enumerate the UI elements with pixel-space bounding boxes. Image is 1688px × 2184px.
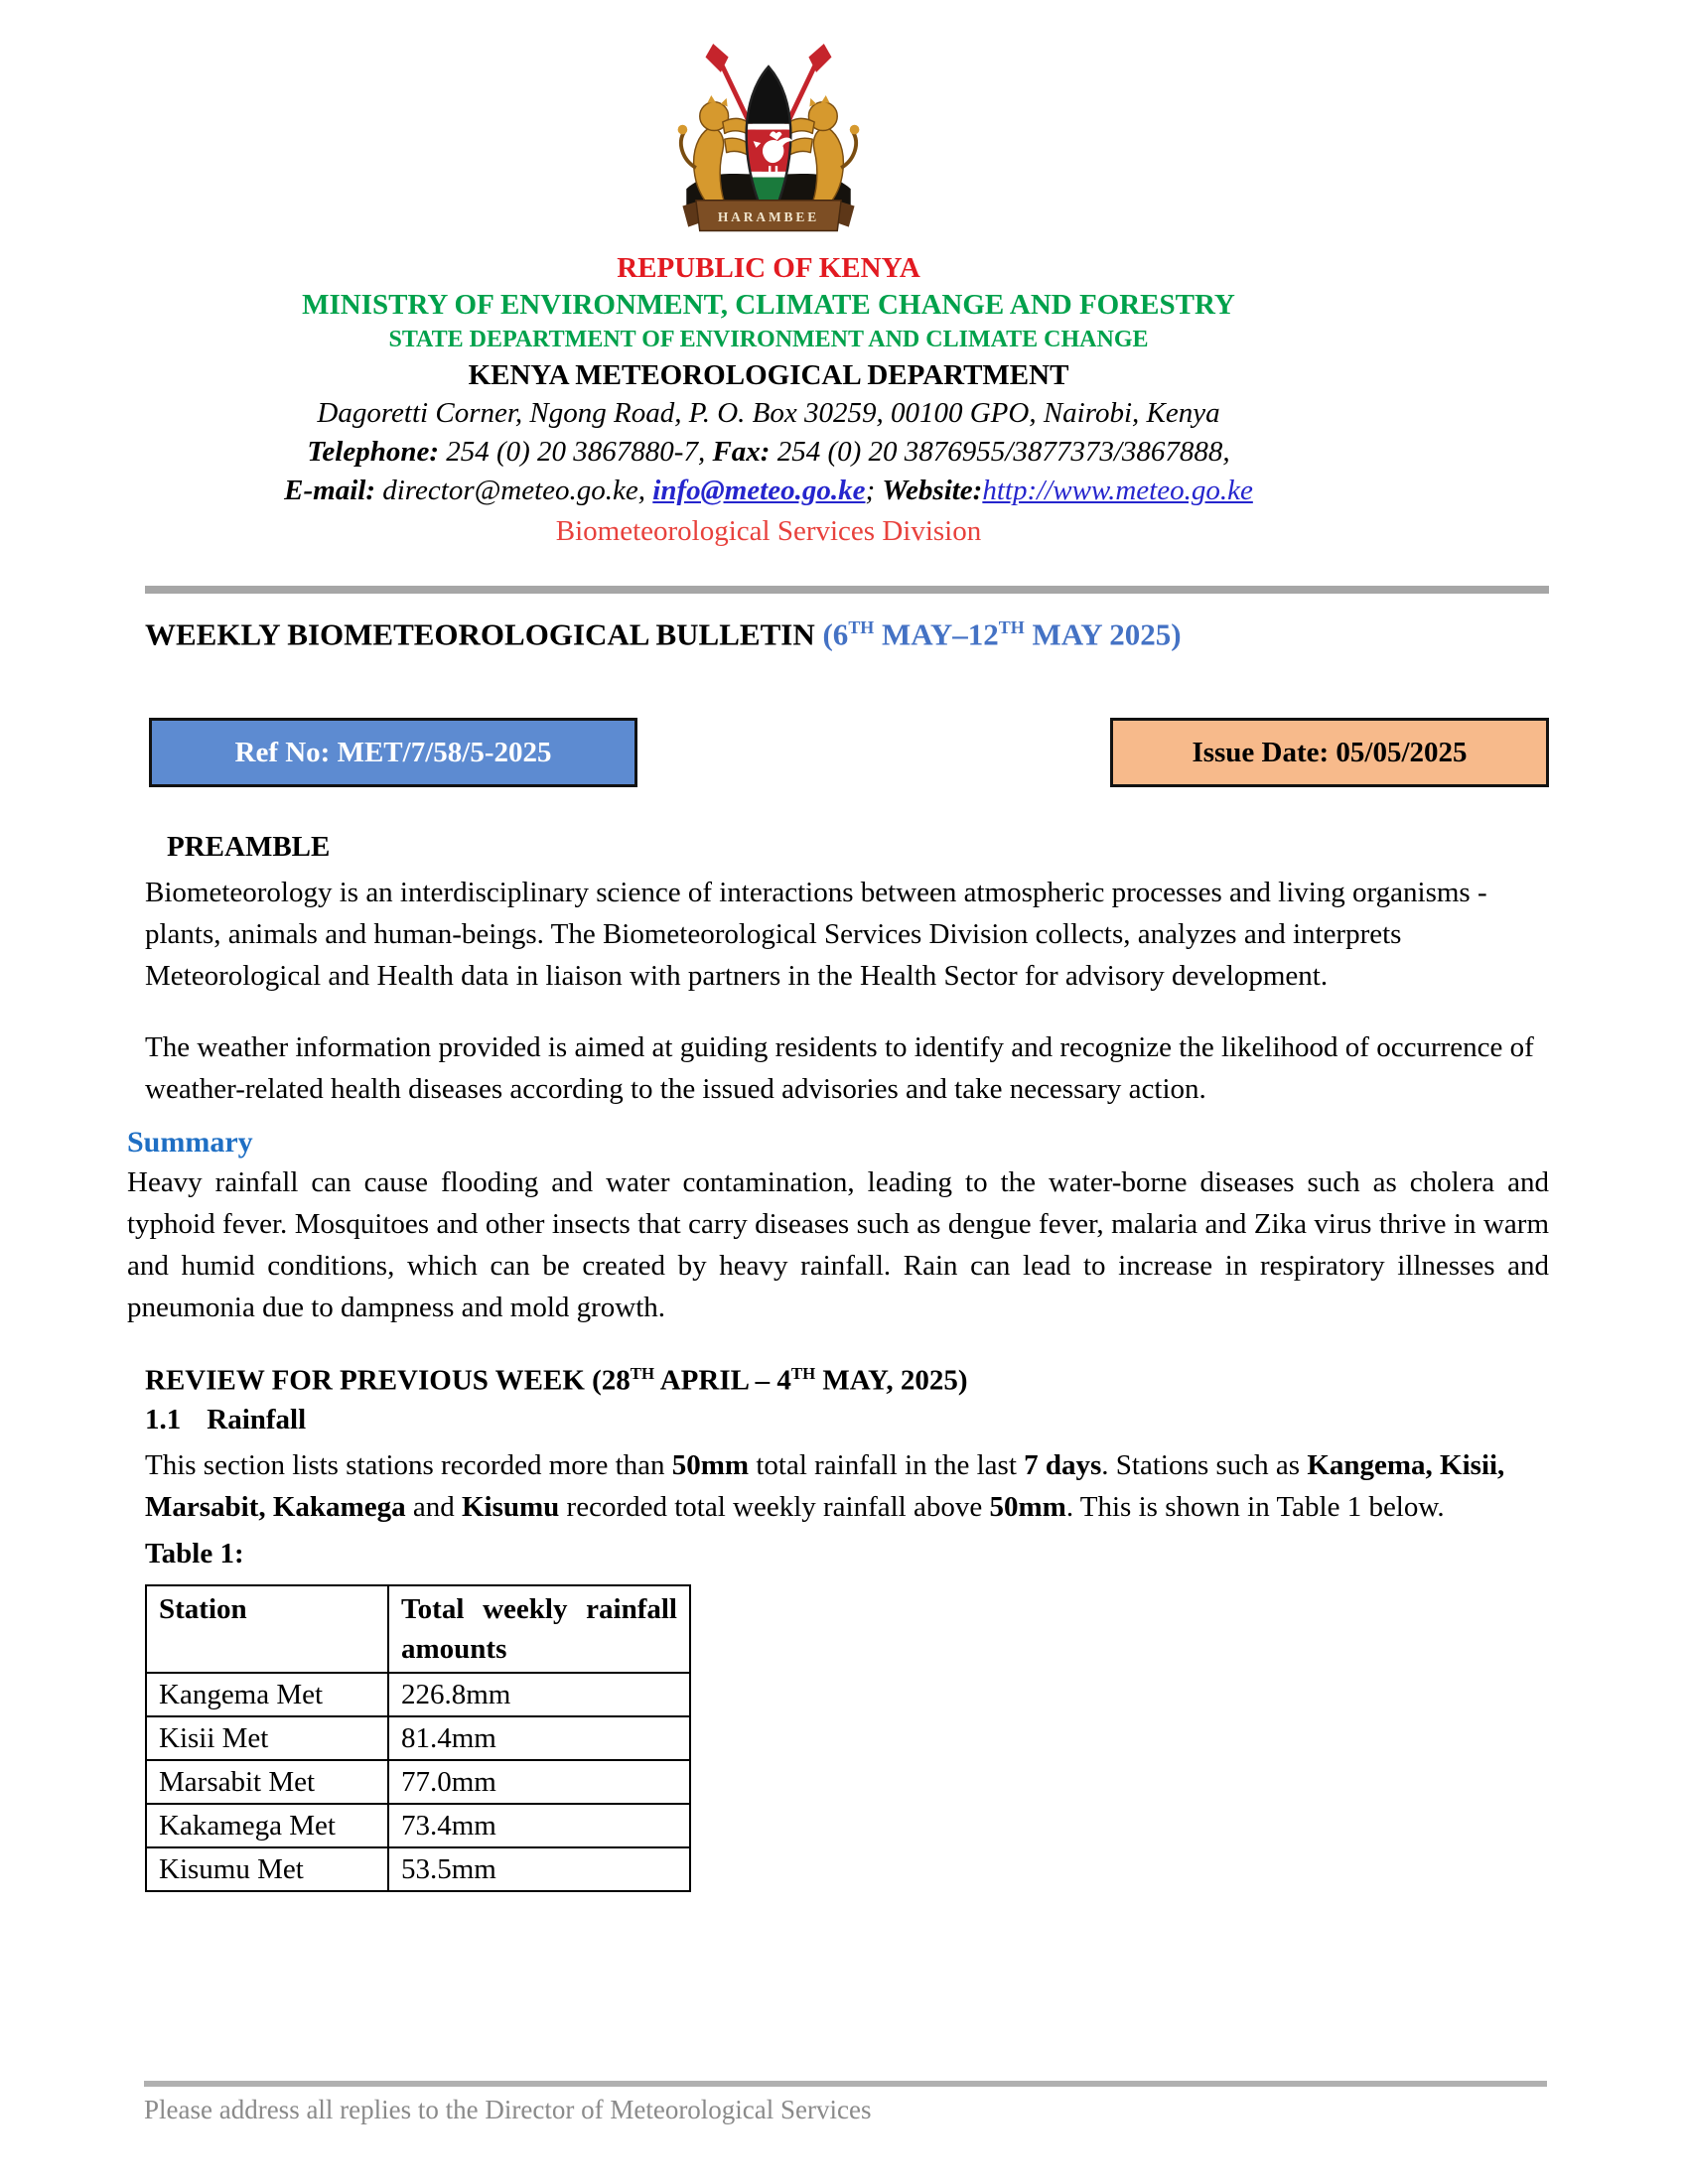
amount-cell: 53.5mm [388,1847,690,1891]
text-run-bold: 7 days [1024,1448,1102,1481]
separator: ; [865,475,883,506]
review-title-3: MAY, 2025) [815,1364,968,1397]
review-title-2: APRIL – 4 [654,1364,791,1397]
info-email-link[interactable]: info@meteo.go.ke [652,475,866,506]
table-row [146,1716,690,1760]
table-header-row [146,1585,690,1673]
text-run: and [405,1490,462,1523]
review-ordinal-1: TH [630,1364,655,1384]
summary-paragraph: Heavy rainfall can cause flooding and water contamination, leading to the water-borne diseases such as cholera and typhoid fever. Mosquitoes and other insects that carry diseases such as dengue fever, malaria and Zika virus thrive in warm and humid conditions, which can be created by heavy rainfall. Rain can lead to increase in respiratory illnesses and pneumonia due to dampness and mold growth. [127,1166,1549,1324]
amount-cell: 77.0mm [388,1760,690,1804]
fax-value: 254 (0) 20 3876955/3877373/3867888, [770,436,1230,468]
telephone-label: Telephone: [307,436,439,468]
text-run: total rainfall in the last [749,1448,1025,1481]
email-line [127,472,1410,510]
text-run: . Stations such as [1101,1448,1308,1481]
table-header-amount: Total weekly rainfall amounts [388,1585,690,1673]
title-date-open: (6 [822,616,849,652]
text-run: This section lists stations recorded more than [145,1448,672,1481]
telephone-value: 254 (0) 20 3867880-7, [438,436,713,468]
table-row [146,1804,690,1847]
kenya-coat-of-arms [653,44,884,244]
station-cell: Marsabit Met [146,1760,388,1804]
page-footer [144,2081,1547,2125]
table-row [146,1847,690,1891]
website-link[interactable]: http://www.meteo.go.ke [982,475,1253,506]
footer-divider [144,2081,1547,2087]
table-label: Table 1: [145,1537,244,1570]
table-row [146,1760,690,1804]
text-run-bold: 50mm [989,1490,1066,1523]
summary-heading: Summary [127,1126,253,1160]
preamble-paragraph-1: Biometeorology is an interdisciplinary science of interactions between atmospheric processes and living organisms - plants, animals and human-beings. The Biometeorological Services Division collects, analyzes and interprets Meteorological and Health data in liaison with partners in the Health Sector for advisory development. [145,877,1487,993]
division-line: Biometeorological Services Division [555,515,982,547]
crest-motto: HARAMBEE [717,208,820,224]
station-cell: Kakamega Met [146,1804,388,1847]
header-divider [145,586,1549,594]
meta-boxes-row [149,718,1549,787]
station-cell: Kisii Met [146,1716,388,1760]
footer-note: Please address all replies to the Director of Meteorological Services [144,2095,872,2124]
amount-cell: 226.8mm [388,1673,690,1716]
section-label: Rainfall [207,1403,307,1435]
text-run-bold: Kisumu [461,1490,560,1523]
letterhead [127,0,1410,550]
issue-date-box: Issue Date: 05/05/2025 [1110,718,1549,787]
state-department-line: STATE DEPARTMENT OF ENVIRONMENT AND CLIMATE CHANGE [388,327,1149,352]
table-header-station: Station [146,1585,388,1673]
address-line: Dagoretti Corner, Ngong Road, P. O. Box 30259, 00100 GPO, Nairobi, Kenya [317,397,1220,429]
title-date-mid: MAY–12 [874,616,999,652]
republic-line: REPUBLIC OF KENYA [617,252,920,284]
text-run-bold: 50mm [671,1448,750,1481]
text-run-bold: Kangema, Kisii, Marsabit, Kakamega [145,1448,1505,1523]
review-ordinal-2: TH [790,1364,816,1384]
text-run: recorded total weekly rainfall above [559,1490,990,1523]
fax-label: Fax: [712,436,771,468]
title-date-close: MAY 2025) [1024,616,1182,652]
review-heading [145,1364,1549,1398]
document-content [127,0,1549,1892]
preamble-paragraph-2: The weather information provided is aimed at guiding residents to identify and recognize the likelihood of occurrence of weather-related health diseases according to the issued advisories and take necessary action. [145,1031,1534,1106]
telephone-line [127,433,1410,472]
review-title-1: REVIEW FOR PREVIOUS WEEK (28 [145,1364,631,1397]
title-ordinal-1: TH [848,617,875,637]
amount-cell: 73.4mm [388,1804,690,1847]
ref-no-box: Ref No: MET/7/58/5-2025 [149,718,637,787]
rainfall-paragraph [145,1444,1549,1528]
station-cell: Kangema Met [146,1673,388,1716]
email-label: E-mail: [284,475,375,506]
rainfall-table [145,1584,691,1892]
preamble-heading: PREAMBLE [167,831,331,864]
station-cell: Kisumu Met [146,1847,388,1891]
table-row [146,1673,690,1716]
ministry-line: MINISTRY OF ENVIRONMENT, CLIMATE CHANGE AND FORESTRY [302,289,1235,321]
rainfall-subheading [145,1404,1549,1436]
title-ordinal-2: TH [998,617,1025,637]
bulletin-title [145,608,1549,654]
section-number: 1.1 [145,1403,182,1435]
title-main: WEEKLY BIOMETEOROLOGICAL BULLETIN [145,616,823,652]
text-run: . This is shown in Table 1 below. [1065,1490,1445,1523]
amount-cell: 81.4mm [388,1716,690,1760]
department-line: KENYA METEOROLOGICAL DEPARTMENT [468,359,1069,391]
harambee-banner [682,201,854,231]
email-value: director@meteo.go.ke, [375,475,653,506]
website-label: Website: [882,475,983,506]
